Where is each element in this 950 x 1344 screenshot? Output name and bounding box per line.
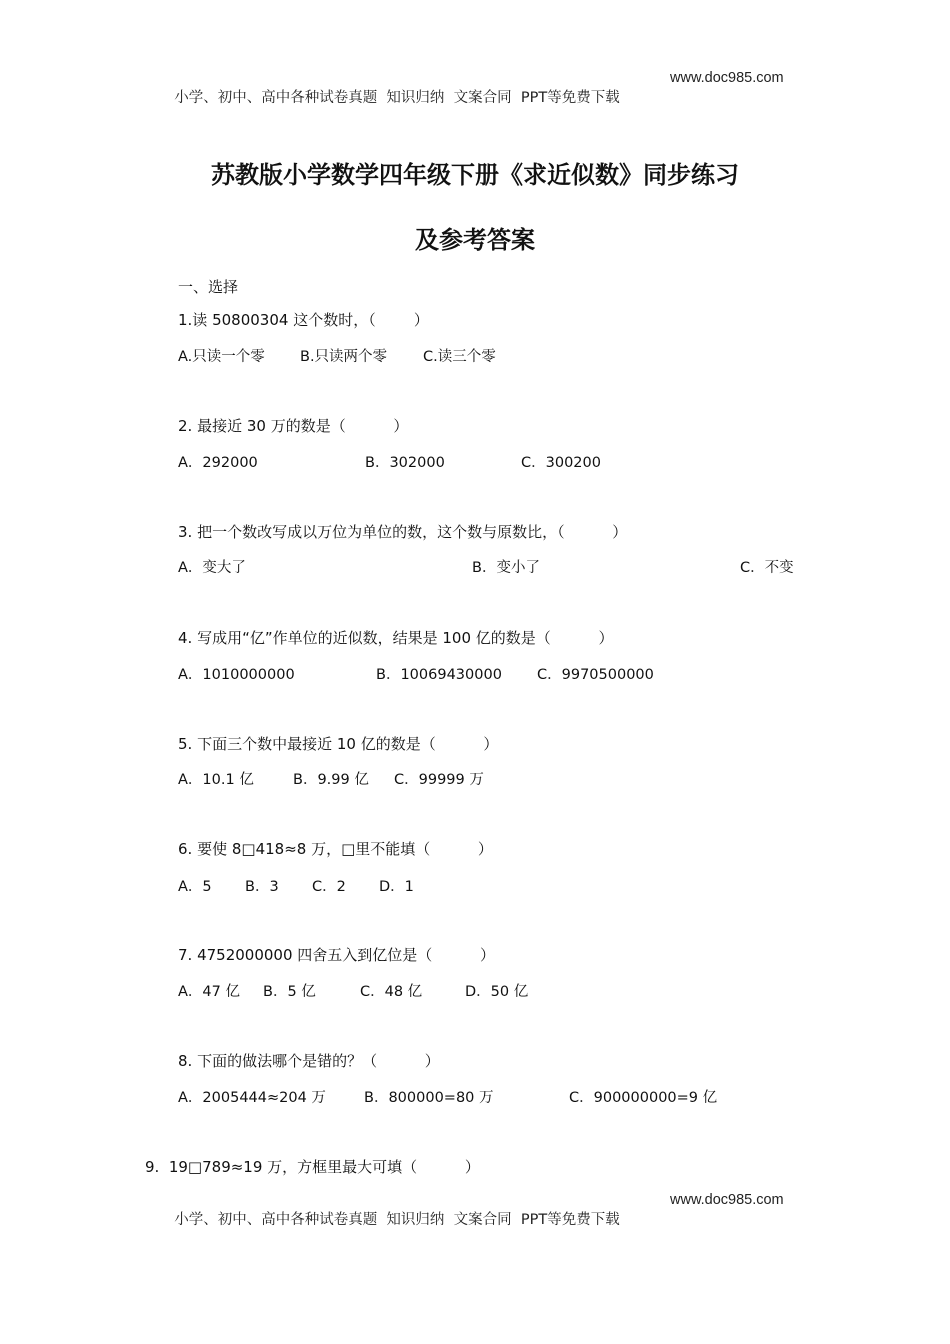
header-site: www.doc985.com <box>670 70 784 86</box>
footer-text: 小学、初中、高中各种试卷真题 知识归纳 文案合同 PPT等免费下载 <box>174 1212 620 1228</box>
doc-title-line1: 苏教版小学数学四年级下册《求近似数》同步练习 <box>211 161 739 189</box>
q4-option-a: A．1010000000 <box>178 667 295 683</box>
q4-option-b: B．10069430000 <box>376 667 502 683</box>
q6-option-b: B．3 <box>245 879 279 895</box>
page-footer <box>165 1192 784 1245</box>
q3-option-c: C．不变 <box>740 560 794 576</box>
q6-option-c: C．2 <box>312 879 346 895</box>
question-4: 4. 写成用“亿”作单位的近似数，结果是 100 亿的数是（ ） <box>178 629 614 647</box>
question-2: 2. 最接近 30 万的数是（ ） <box>178 417 409 435</box>
question-6: 6. 要使 8□418≈8 万，□里不能填（ ） <box>178 840 493 858</box>
section-heading: 一、选择 <box>178 278 239 296</box>
q3-option-a: A．变大了 <box>178 560 246 576</box>
q1-option-a: A.只读一个零 <box>178 349 265 365</box>
q7-option-a: A．47 亿 <box>178 984 240 1000</box>
q5-option-c: C．99999 万 <box>394 772 484 788</box>
q1-option-b: B.只读两个零 <box>300 349 388 365</box>
q7-option-b: B．5 亿 <box>263 984 316 1000</box>
q2-option-a: A．292000 <box>178 455 258 471</box>
q6-option-a: A．5 <box>178 879 212 895</box>
q2-option-b: B．302000 <box>365 455 445 471</box>
q6-option-d: D．1 <box>379 879 414 895</box>
header-text: 小学、初中、高中各种试卷真题 知识归纳 文案合同 PPT等免费下载 <box>174 90 620 106</box>
q7-option-c: C．48 亿 <box>360 984 423 1000</box>
question-3: 3. 把一个数改写成以万位为单位的数，这个数与原数比，（ ） <box>178 523 628 541</box>
q5-option-a: A．10.1 亿 <box>178 772 254 788</box>
question-8: 8. 下面的做法哪个是错的？（ ） <box>178 1052 440 1070</box>
question-1: 1.读 50800304 这个数时，（ ） <box>178 311 429 329</box>
q5-option-b: B．9.99 亿 <box>293 772 369 788</box>
question-9: 9. 19□789≈19 万，方框里最大可填（ ） <box>145 1158 480 1176</box>
q8-option-b: B．800000=80 万 <box>364 1090 494 1106</box>
question-5: 5. 下面三个数中最接近 10 亿的数是（ ） <box>178 735 499 753</box>
footer-site: www.doc985.com <box>670 1192 784 1208</box>
question-7: 7. 4752000000 四舍五入到亿位是（ ） <box>178 946 495 964</box>
q8-option-c: C．900000000=9 亿 <box>569 1090 718 1106</box>
q2-option-c: C．300200 <box>521 455 601 471</box>
page-header <box>165 70 784 123</box>
q8-option-a: A．2005444≈204 万 <box>178 1090 326 1106</box>
q3-option-b: B．变小了 <box>472 560 540 576</box>
doc-title-line2: 及参考答案 <box>415 226 535 254</box>
q4-option-c: C．9970500000 <box>537 667 654 683</box>
q1-option-c: C.读三个零 <box>423 349 496 365</box>
q7-option-d: D．50 亿 <box>465 984 529 1000</box>
